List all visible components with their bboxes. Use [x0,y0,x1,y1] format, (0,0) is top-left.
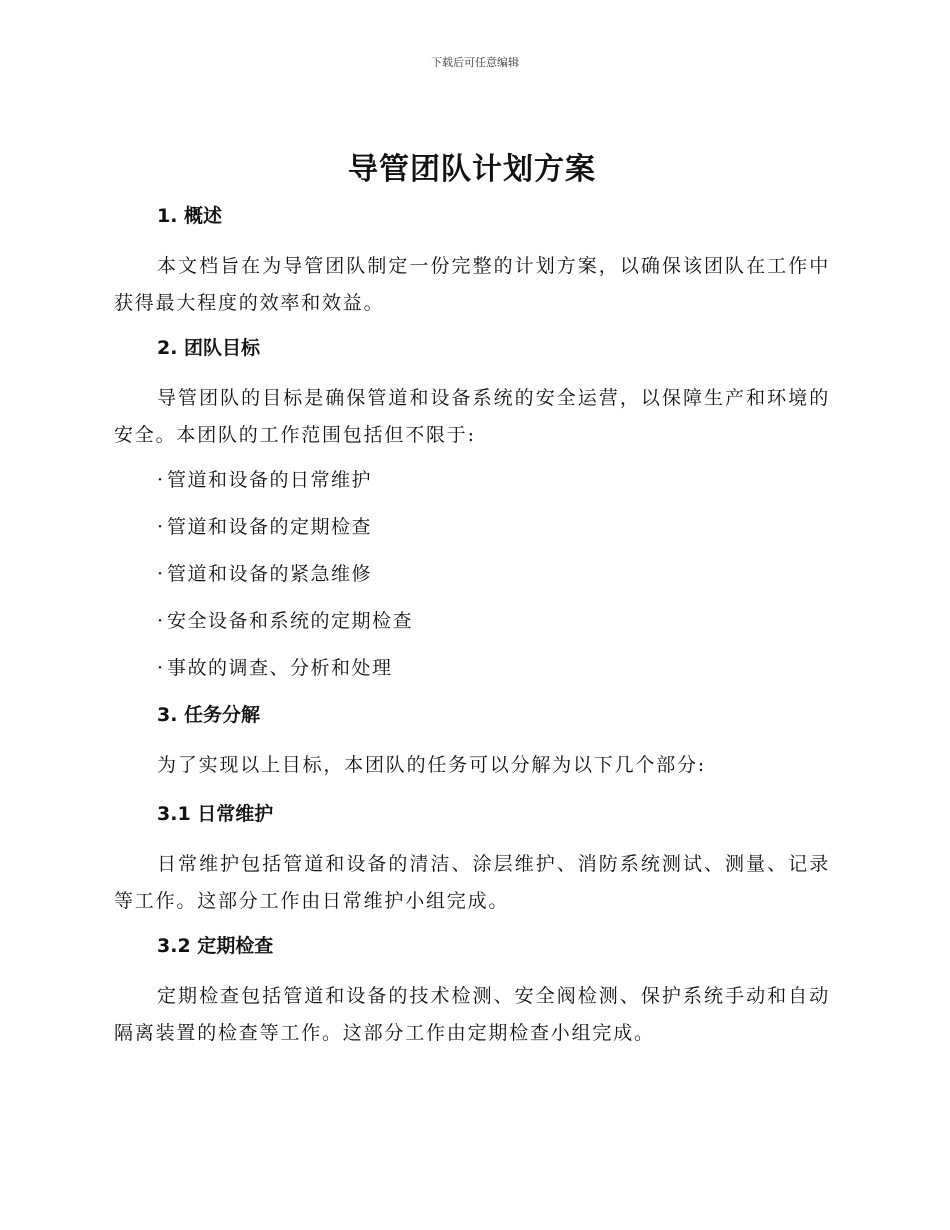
section-heading-periodic-inspection: 3.2 定期检查 [157,935,274,957]
overview-paragraph: 本文档旨在为导管团队制定一份完整的计划方案，以确保该团队在工作中获得最大程度的效率和效益。 [114,255,830,314]
list-item-text: 管道和设备的紧急维修 [167,563,373,585]
section-heading-goals: 2. 团队目标 [157,337,261,359]
list-item-text: 事故的调查、分析和处理 [167,657,393,679]
document-body [114,148,830,1066]
goals-paragraph: 导管团队的目标是确保管道和设备系统的安全运营，以保障生产和环境的安全。本团队的工作范围包括但不限于: [114,387,830,446]
list-item-text: 安全设备和系统的定期检查 [167,610,414,632]
section-heading-daily-maintenance: 3.1 日常维护 [157,803,274,825]
bullet-dot: · [157,563,165,585]
list-item-text: 管道和设备的日常维护 [167,469,373,491]
document-title: 导管团队计划方案 [348,152,596,187]
list-item [114,515,830,539]
list-item [114,656,830,680]
list-item [114,609,830,633]
list-item [114,468,830,492]
section-heading-overview: 1. 概述 [157,205,223,227]
bullet-dot: · [157,657,165,679]
daily-maintenance-paragraph: 日常维护包括管道和设备的清洁、涂层维护、消防系统测试、测量、记录等工作。这部分工作由日常维护小组完成。 [114,853,830,912]
tasks-paragraph: 为了实现以上目标，本团队的任务可以分解为以下几个部分: [157,754,707,776]
list-item-text: 管道和设备的定期检查 [167,516,373,538]
bullet-dot: · [157,610,165,632]
bullet-dot: · [157,516,165,538]
periodic-inspection-paragraph: 定期检查包括管道和设备的技术检测、安全阀检测、保护系统手动和自动隔离装置的检查等工作。这部分工作由定期检查小组完成。 [114,985,830,1044]
section-heading-tasks: 3. 任务分解 [157,704,261,726]
list-item [114,562,830,586]
page-header-note: 下载后可任意编辑 [431,56,519,69]
bullet-dot: · [157,469,165,491]
